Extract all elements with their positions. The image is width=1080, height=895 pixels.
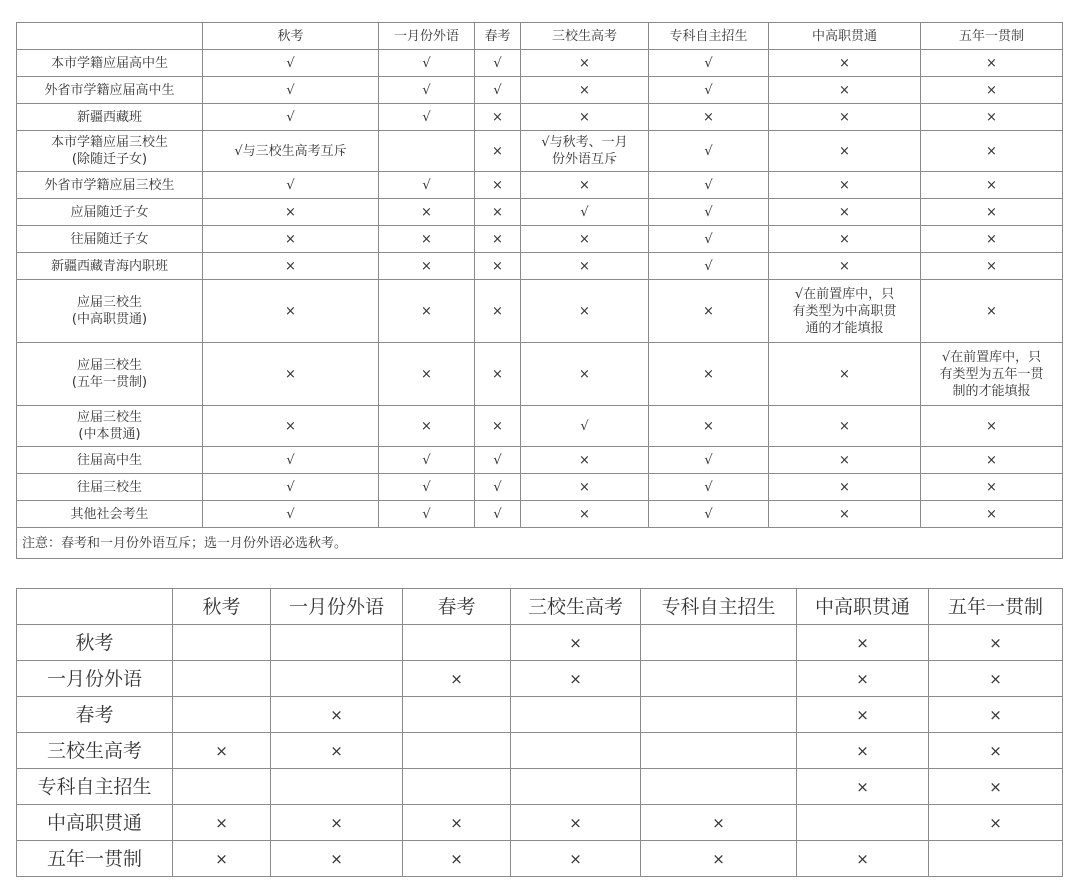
- row-label: 五年一贯制: [17, 841, 173, 877]
- table-row: [17, 805, 1063, 841]
- table-cell: √: [521, 406, 649, 447]
- table-cell: ×: [521, 447, 649, 474]
- table-cell: ×: [203, 253, 379, 280]
- table-cell: ×: [403, 841, 511, 877]
- column-header: 春考: [403, 589, 511, 625]
- table-cell: ×: [769, 343, 921, 406]
- row-label: 一月份外语: [17, 661, 173, 697]
- table-cell: √: [649, 226, 769, 253]
- table-cell: [271, 661, 403, 697]
- table-cell: ×: [921, 226, 1063, 253]
- table-cell: [641, 733, 797, 769]
- table-cell: √: [203, 77, 379, 104]
- table-cell: [379, 131, 475, 172]
- table-cell: ×: [173, 733, 271, 769]
- table-cell: √: [475, 50, 521, 77]
- table-cell: ×: [921, 50, 1063, 77]
- table-cell: [403, 625, 511, 661]
- table-cell: √: [649, 253, 769, 280]
- table-cell: [173, 769, 271, 805]
- table-cell: √: [379, 104, 475, 131]
- column-header: 中高职贯通: [797, 589, 929, 625]
- table-cell: ×: [769, 50, 921, 77]
- column-header: 三校生高考: [521, 23, 649, 50]
- table-cell: ×: [929, 733, 1063, 769]
- table-cell: √: [203, 501, 379, 528]
- table-cell: ×: [929, 805, 1063, 841]
- column-header: 五年一贯制: [929, 589, 1063, 625]
- table-cell: [173, 697, 271, 733]
- table-cell: √在前置库中，只 有类型为五年一贯 制的才能填报: [921, 343, 1063, 406]
- table-cell: ×: [475, 131, 521, 172]
- table-cell: √: [379, 77, 475, 104]
- row-label: 秋考: [17, 625, 173, 661]
- table-row: [17, 199, 1063, 226]
- table-cell: ×: [797, 697, 929, 733]
- table-cell: ×: [769, 199, 921, 226]
- column-header: 一月份外语: [379, 23, 475, 50]
- table-cell: ×: [511, 841, 641, 877]
- table-cell: ×: [511, 661, 641, 697]
- note-text: 注意：春考和一月份外语互斥；选一月份外语必选秋考。: [17, 528, 1063, 559]
- table-cell: ×: [379, 253, 475, 280]
- row-label: 应届三校生 (五年一贯制): [17, 343, 203, 406]
- row-label: 应届随迁子女: [17, 199, 203, 226]
- table-row: [17, 501, 1063, 528]
- table-cell: √: [203, 50, 379, 77]
- table-row: [17, 343, 1063, 406]
- table-cell: √: [203, 172, 379, 199]
- table-cell: [173, 625, 271, 661]
- column-header: 五年一贯制: [921, 23, 1063, 50]
- table-cell: ×: [379, 406, 475, 447]
- header-row: [17, 23, 1063, 50]
- row-label: 往届三校生: [17, 474, 203, 501]
- table-cell: ×: [203, 280, 379, 343]
- row-label: 专科自主招生: [17, 769, 173, 805]
- column-header: 专科自主招生: [649, 23, 769, 50]
- table-cell: [797, 805, 929, 841]
- row-label: 三校生高考: [17, 733, 173, 769]
- table-cell: √: [379, 447, 475, 474]
- table-cell: ×: [521, 280, 649, 343]
- table-cell: √: [649, 77, 769, 104]
- table-cell: [173, 661, 271, 697]
- table-row: [17, 104, 1063, 131]
- table-cell: [511, 769, 641, 805]
- row-label: 新疆西藏班: [17, 104, 203, 131]
- table-cell: ×: [921, 501, 1063, 528]
- table-cell: ×: [929, 697, 1063, 733]
- table-cell: ×: [649, 280, 769, 343]
- table-row: [17, 131, 1063, 172]
- table-cell: ×: [511, 805, 641, 841]
- header-corner: [17, 23, 203, 50]
- table-cell: ×: [403, 661, 511, 697]
- table-cell: ×: [649, 343, 769, 406]
- table-cell: √: [379, 501, 475, 528]
- table-row: [17, 661, 1063, 697]
- table-cell: ×: [797, 625, 929, 661]
- table-row: [17, 280, 1063, 343]
- table-cell: ×: [521, 253, 649, 280]
- table-cell: ×: [769, 447, 921, 474]
- table-cell: ×: [203, 343, 379, 406]
- table-cell: ×: [521, 226, 649, 253]
- table-cell: ×: [641, 841, 797, 877]
- table-cell: ×: [929, 661, 1063, 697]
- header-row: [17, 589, 1063, 625]
- table-cell: ×: [769, 131, 921, 172]
- table-cell: [511, 697, 641, 733]
- column-header: 三校生高考: [511, 589, 641, 625]
- row-label: 往届高中生: [17, 447, 203, 474]
- table-cell: ×: [475, 343, 521, 406]
- table-cell: ×: [521, 343, 649, 406]
- table-cell: ×: [921, 172, 1063, 199]
- table-cell: [403, 769, 511, 805]
- table-cell: √: [649, 131, 769, 172]
- table-cell: ×: [271, 805, 403, 841]
- exclusivity-table: [16, 588, 1063, 877]
- table-cell: ×: [921, 253, 1063, 280]
- row-label: 应届三校生 (中本贯通): [17, 406, 203, 447]
- table-cell: ×: [797, 733, 929, 769]
- table-cell: [403, 733, 511, 769]
- table-cell: ×: [797, 841, 929, 877]
- table-cell: ×: [649, 406, 769, 447]
- table-cell: ×: [797, 769, 929, 805]
- table-cell: √与三校生高考互斥: [203, 131, 379, 172]
- table-cell: [641, 697, 797, 733]
- note-row: [17, 528, 1063, 559]
- table-cell: √: [379, 172, 475, 199]
- table-cell: ×: [271, 841, 403, 877]
- column-header: 秋考: [173, 589, 271, 625]
- table-cell: ×: [379, 199, 475, 226]
- column-header: 春考: [475, 23, 521, 50]
- table-cell: √: [379, 474, 475, 501]
- table-cell: ×: [403, 805, 511, 841]
- table-row: [17, 226, 1063, 253]
- table-cell: ×: [379, 343, 475, 406]
- table-row: [17, 625, 1063, 661]
- table-cell: ×: [521, 501, 649, 528]
- table-cell: ×: [173, 841, 271, 877]
- table-cell: [641, 661, 797, 697]
- row-label: 往届随迁子女: [17, 226, 203, 253]
- table-cell: ×: [475, 226, 521, 253]
- table-cell: √: [203, 104, 379, 131]
- row-label: 本市学籍应届三校生 (除随迁子女): [17, 131, 203, 172]
- table-cell: ×: [521, 77, 649, 104]
- table-cell: [929, 841, 1063, 877]
- column-header: 中高职贯通: [769, 23, 921, 50]
- table-row: [17, 769, 1063, 805]
- header-corner: [17, 589, 173, 625]
- table-cell: ×: [769, 406, 921, 447]
- eligibility-table: [16, 22, 1063, 559]
- table-cell: ×: [475, 199, 521, 226]
- table-cell: √: [649, 50, 769, 77]
- table-row: [17, 50, 1063, 77]
- table-cell: √: [475, 501, 521, 528]
- table-cell: [271, 769, 403, 805]
- table-cell: ×: [769, 253, 921, 280]
- table-row: [17, 697, 1063, 733]
- table-cell: ×: [475, 104, 521, 131]
- column-header: 专科自主招生: [641, 589, 797, 625]
- table-cell: ×: [929, 625, 1063, 661]
- table-cell: √: [379, 50, 475, 77]
- table-cell: ×: [521, 50, 649, 77]
- table-cell: ×: [769, 77, 921, 104]
- table-cell: √在前置库中，只 有类型为中高职贯 通的才能填报: [769, 280, 921, 343]
- column-header: 一月份外语: [271, 589, 403, 625]
- table-cell: ×: [173, 805, 271, 841]
- table-cell: ×: [769, 474, 921, 501]
- row-label: 应届三校生 (中高职贯通): [17, 280, 203, 343]
- table-cell: ×: [203, 199, 379, 226]
- table-cell: ×: [769, 172, 921, 199]
- table-cell: ×: [921, 77, 1063, 104]
- table-cell: ×: [511, 625, 641, 661]
- table-cell: [403, 697, 511, 733]
- table-cell: √: [475, 474, 521, 501]
- table-row: [17, 474, 1063, 501]
- table-cell: ×: [797, 661, 929, 697]
- table-row: [17, 77, 1063, 104]
- table-row: [17, 733, 1063, 769]
- table-cell: ×: [521, 474, 649, 501]
- table-cell: ×: [379, 226, 475, 253]
- table-cell: ×: [641, 805, 797, 841]
- table-cell: [641, 769, 797, 805]
- table-row: [17, 172, 1063, 199]
- table-cell: √: [649, 501, 769, 528]
- table-cell: ×: [921, 474, 1063, 501]
- row-label: 春考: [17, 697, 173, 733]
- table-cell: √: [475, 77, 521, 104]
- table-cell: ×: [521, 104, 649, 131]
- table-row: [17, 447, 1063, 474]
- table-cell: ×: [921, 131, 1063, 172]
- table-cell: ×: [769, 501, 921, 528]
- table-cell: ×: [271, 697, 403, 733]
- row-label: 外省市学籍应届高中生: [17, 77, 203, 104]
- table-cell: √: [649, 199, 769, 226]
- table-cell: √: [203, 474, 379, 501]
- table-cell: ×: [921, 104, 1063, 131]
- table-cell: ×: [475, 406, 521, 447]
- table-cell: ×: [921, 447, 1063, 474]
- table-cell: √: [203, 447, 379, 474]
- table-cell: ×: [203, 226, 379, 253]
- table-row: [17, 253, 1063, 280]
- table-cell: ×: [769, 226, 921, 253]
- table-cell: ×: [475, 280, 521, 343]
- row-label: 中高职贯通: [17, 805, 173, 841]
- row-label: 其他社会考生: [17, 501, 203, 528]
- table-cell: ×: [649, 104, 769, 131]
- table-cell: √: [475, 447, 521, 474]
- table-cell: ×: [769, 104, 921, 131]
- table-cell: ×: [379, 280, 475, 343]
- table-row: [17, 406, 1063, 447]
- table-cell: √: [649, 474, 769, 501]
- table-cell: ×: [475, 172, 521, 199]
- table-cell: [271, 625, 403, 661]
- table-cell: √与秋考、一月 份外语互斥: [521, 131, 649, 172]
- table-cell: ×: [921, 406, 1063, 447]
- table-cell: ×: [271, 733, 403, 769]
- table-cell: ×: [921, 280, 1063, 343]
- row-label: 本市学籍应届高中生: [17, 50, 203, 77]
- table-cell: ×: [921, 199, 1063, 226]
- table-cell: [511, 733, 641, 769]
- table-cell: ×: [475, 253, 521, 280]
- row-label: 外省市学籍应届三校生: [17, 172, 203, 199]
- column-header: 秋考: [203, 23, 379, 50]
- table-row: [17, 841, 1063, 877]
- table-cell: ×: [929, 769, 1063, 805]
- table-cell: ×: [203, 406, 379, 447]
- table-cell: [641, 625, 797, 661]
- table-cell: √: [649, 447, 769, 474]
- table-cell: √: [521, 199, 649, 226]
- table-cell: ×: [521, 172, 649, 199]
- table-cell: √: [649, 172, 769, 199]
- row-label: 新疆西藏青海内职班: [17, 253, 203, 280]
